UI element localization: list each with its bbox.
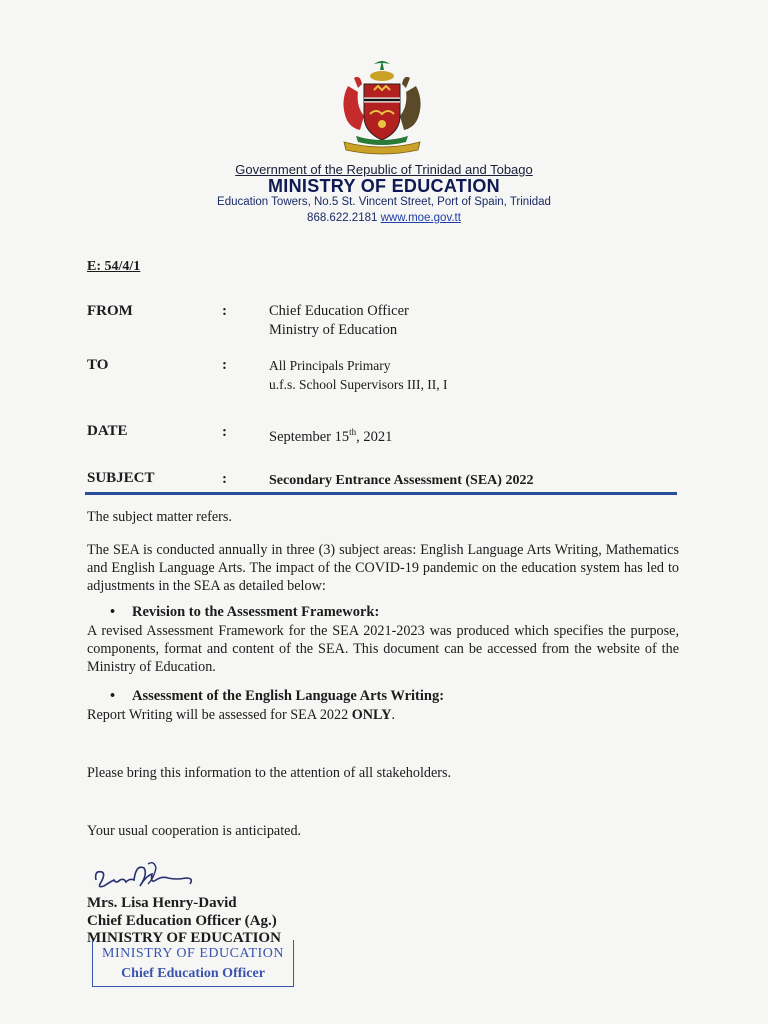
date-label: DATE: [87, 423, 128, 439]
bullet-dot-icon: •: [110, 604, 116, 620]
ministry-phone: 868.622.2181: [307, 212, 378, 224]
official-stamp: [92, 940, 294, 987]
date-value: [269, 423, 392, 447]
writing-paragraph: [87, 706, 679, 724]
stamp-line-2: Chief Education Officer: [121, 966, 265, 981]
ministry-address: Education Towers, No.5 St. Vincent Street, Port of Spain, Trinidad: [217, 196, 551, 208]
ministry-heading: MINISTRY OF EDUCATION: [268, 176, 500, 196]
closing-paragraph-2: Your usual cooperation is anticipated.: [87, 823, 302, 839]
closing-paragraph-1: Please bring this information to the attention of all stakeholders.: [87, 765, 452, 781]
subject-colon: :: [222, 471, 227, 487]
date-year: , 2021: [356, 428, 393, 445]
from-value: [269, 302, 409, 340]
date-colon: :: [222, 424, 227, 440]
reference-number: E: 54/4/1: [87, 259, 141, 274]
ministry-website-link[interactable]: www.moe.gov.tt: [380, 212, 461, 224]
from-line-1: Chief Education Officer: [269, 303, 409, 319]
bullet-revision-title: [110, 604, 379, 621]
to-colon: :: [222, 357, 227, 373]
date-suffix: th: [349, 427, 357, 437]
from-line-2: Ministry of Education: [269, 322, 398, 338]
intro-paragraph: The subject matter refers.: [87, 509, 232, 525]
writing-text: Report Writing will be assessed for SEA 2022: [87, 707, 352, 723]
overview-paragraph: The SEA is conducted annually in three (3) subject areas: English Language Arts Writing, Mathematics and English Language Arts. The impact of the COVID-19 pandemic on the education system has led to adjustments in the SEA as detailed below:: [87, 542, 679, 594]
bullet-dot-icon: •: [110, 688, 116, 704]
signatory-name: Mrs. Lisa Henry-David: [87, 895, 237, 911]
coat-of-arms-icon: [330, 56, 434, 160]
to-line-1: All Principals Primary: [269, 358, 391, 373]
government-line: Government of the Republic of Trinidad and Tobago: [235, 162, 533, 177]
to-line-2: u.f.s. School Supervisors III, II, I: [269, 377, 448, 392]
date-month-day: September 15: [269, 428, 350, 445]
to-label: TO: [87, 357, 109, 373]
subject-label: SUBJECT: [87, 470, 155, 486]
from-label: FROM: [87, 303, 133, 319]
revision-paragraph: A revised Assessment Framework for the SEA 2021-2023 was produced which specifies the purpose, components, format and content of the SEA. This document can be accessed from the website of the Ministry of Education.: [87, 623, 679, 675]
signatory-ministry: MINISTRY OF EDUCATION: [87, 930, 281, 946]
signature-icon: [90, 858, 205, 898]
header-divider: [85, 492, 677, 495]
from-colon: :: [222, 303, 227, 319]
bullet-revision-title-text: Revision to the Assessment Framework:: [132, 604, 380, 620]
subject-value: Secondary Entrance Assessment (SEA) 2022: [269, 473, 534, 488]
bullet-writing-title-text: Assessment of the English Language Arts Writing:: [132, 688, 445, 704]
writing-text-emphasis: ONLY: [351, 707, 392, 723]
ministry-contact: [0, 212, 768, 224]
to-value: [269, 356, 447, 394]
bullet-writing-title: [110, 688, 444, 705]
writing-text-end: .: [391, 707, 395, 723]
stamp-line-1: MINISTRY OF EDUCATION: [102, 946, 284, 961]
signatory-title: Chief Education Officer (Ag.): [87, 913, 277, 929]
